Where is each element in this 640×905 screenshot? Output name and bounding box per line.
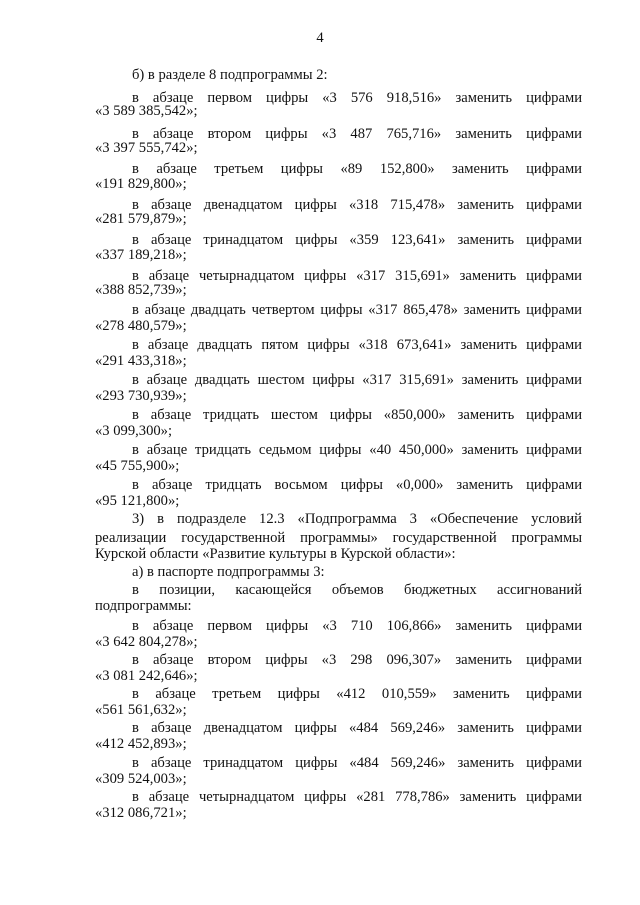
text-line: «95 121,800»; (95, 493, 180, 509)
text-line: в абзаце двадцать шестом цифры «317 315,691» заменить цифрами (132, 372, 582, 388)
text-line: «293 730,939»; (95, 388, 187, 404)
text-line: в абзаце первом цифры «3 576 918,516» заменить цифрами (132, 90, 582, 106)
text-line: в абзаце тридцать шестом цифры «850,000» заменить цифрами (132, 407, 582, 423)
text-line: «278 480,579»; (95, 318, 187, 334)
text-line: б) в разделе 8 подпрограммы 2: (132, 67, 328, 83)
text-line: реализации государственной программы» государственной программы (95, 530, 582, 546)
text-line: в абзаце тридцать восьмом цифры «0,000» заменить цифрами (132, 477, 582, 493)
text-line: в абзаце четырнадцатом цифры «317 315,691» заменить цифрами (132, 268, 582, 284)
text-line: в абзаце тридцать седьмом цифры «40 450,000» заменить цифрами (132, 442, 582, 458)
text-line: «337 189,218»; (95, 247, 187, 263)
text-line: подпрограммы: (95, 598, 192, 614)
text-line: «412 452,893»; (95, 736, 187, 752)
text-line: в абзаце втором цифры «3 298 096,307» заменить цифрами (132, 652, 582, 668)
text-line: в абзаце первом цифры «3 710 106,866» заменить цифрами (132, 618, 582, 634)
text-line: «3 589 385,542»; (95, 103, 198, 119)
text-line: в позиции, касающейся объемов бюджетных ассигнований (132, 582, 582, 598)
text-line: «561 561,632»; (95, 702, 187, 718)
page-number: 4 (316, 30, 324, 46)
text-line: «291 433,318»; (95, 353, 187, 369)
text-line: в абзаце двенадцатом цифры «484 569,246» заменить цифрами (132, 720, 582, 736)
text-line: «3 099,300»; (95, 423, 173, 439)
text-line: «191 829,800»; (95, 176, 187, 192)
text-line: а) в паспорте подпрограммы 3: (132, 564, 325, 580)
text-line: в абзаце втором цифры «3 487 765,716» заменить цифрами (132, 126, 582, 142)
text-line: в абзаце двенадцатом цифры «318 715,478» заменить цифрами (132, 197, 582, 213)
text-line: 3) в подразделе 12.3 «Подпрограмма 3 «Обеспечение условий (132, 511, 582, 527)
text-line: «45 755,900»; (95, 458, 180, 474)
text-line: Курской области «Развитие культуры в Курской области»: (95, 546, 456, 562)
text-line: «312 086,721»; (95, 805, 187, 821)
text-line: в абзаце третьем цифры «89 152,800» заменить цифрами (132, 161, 582, 177)
text-line: «281 579,879»; (95, 211, 187, 227)
text-line: «3 081 242,646»; (95, 668, 198, 684)
text-line: «388 852,739»; (95, 282, 187, 298)
text-line: «309 524,003»; (95, 771, 187, 787)
text-line: в абзаце четырнадцатом цифры «281 778,786» заменить цифрами (132, 789, 582, 805)
text-line: «3 397 555,742»; (95, 140, 198, 156)
text-line: «3 642 804,278»; (95, 634, 198, 650)
text-line: в абзаце двадцать пятом цифры «318 673,641» заменить цифрами (132, 337, 582, 353)
text-line: в абзаце третьем цифры «412 010,559» заменить цифрами (132, 686, 582, 702)
text-line: в абзаце двадцать четвертом цифры «317 865,478» заменить цифрами (132, 302, 582, 318)
text-line: в абзаце тринадцатом цифры «359 123,641» заменить цифрами (132, 232, 582, 248)
text-line: в абзаце тринадцатом цифры «484 569,246» заменить цифрами (132, 755, 582, 771)
